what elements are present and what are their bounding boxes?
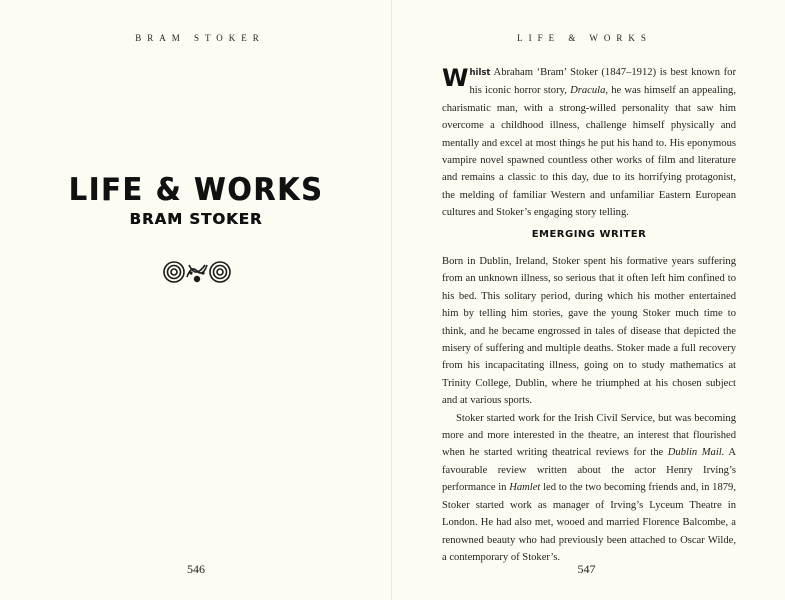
running-head-left: BRAM STOKER [135, 33, 265, 43]
book-author: BRAM STOKER [129, 210, 263, 228]
running-head-right: LIFE & WORKS [517, 33, 652, 43]
drop-cap: W [442, 64, 469, 92]
page-number-right: 547 [577, 562, 596, 576]
left-page [0, 0, 392, 600]
body-text [442, 253, 736, 566]
decorative-swirl-ornament-icon [161, 259, 233, 285]
book-title: LIFE & WORKS [68, 172, 324, 208]
p3-text-b: A favourable review written about the actor Henry Irving’s performance in [442, 447, 736, 494]
section-heading: EMERGING WRITER [531, 229, 647, 240]
body-paragraph-1: Born in Dublin, Ireland, Stoker spent his formative years suffering from an unknown illness, so serious that it often left him confined to his bed. This solitary period, during which his mother entertained him by telling him stories, gave the young Stoker much time to think, and he became engrossed in tales of disease that depicted the misery of suffering and multiple deaths. Stoker made a full recovery from his incapacitating illness, going on to study mathematics at Trinity College, Dublin, where he triumphed at his chosen subject and at various sports. [442, 256, 736, 407]
intro-text-cont: , he was himself an appealing, charismatic man, with a strong-willed personality that saw him overcome a childhood illness, challenge himself physically and mentally and excel at most things he put his hand to. His eponymous vampire novel spawned countless other works of film and literature and remains a classic to this day, due to its horrifying protagonist, the melding of familiar Western and unfamiliar Eastern European cultures and Stoker’s engaging story telling. [442, 85, 737, 219]
p3-italic-b: Hamlet [509, 482, 541, 494]
body-paragraph-2 [442, 410, 736, 567]
lead-in: hilst [469, 68, 491, 78]
p3-italic-a: Dublin Mail. [667, 447, 725, 459]
p3-text-c: led to the two becoming friends and, in 1879, Stoker started work as manager of Irving’s Lyceum Theatre in London. He had also met, wooed and married Florence Balcombe, a renowned beauty who had previously been attached to Oscar Wilde, a contemporary of Stoker’s. [442, 482, 736, 563]
intro-text: Abraham ‘Bram’ Stoker (1847–1912) is best known for his iconic horror story, [469, 67, 736, 97]
p3-text-a: Stoker started work for the Irish Civil Service, but was becoming more and more interested in the theatre, an interest that flourished when he started writing theatrical reviews for the [442, 412, 736, 459]
intro-paragraph [442, 64, 736, 222]
page-number-left: 546 [187, 562, 205, 576]
intro-italic-title: Dracula [570, 85, 606, 97]
title-block [0, 172, 392, 228]
